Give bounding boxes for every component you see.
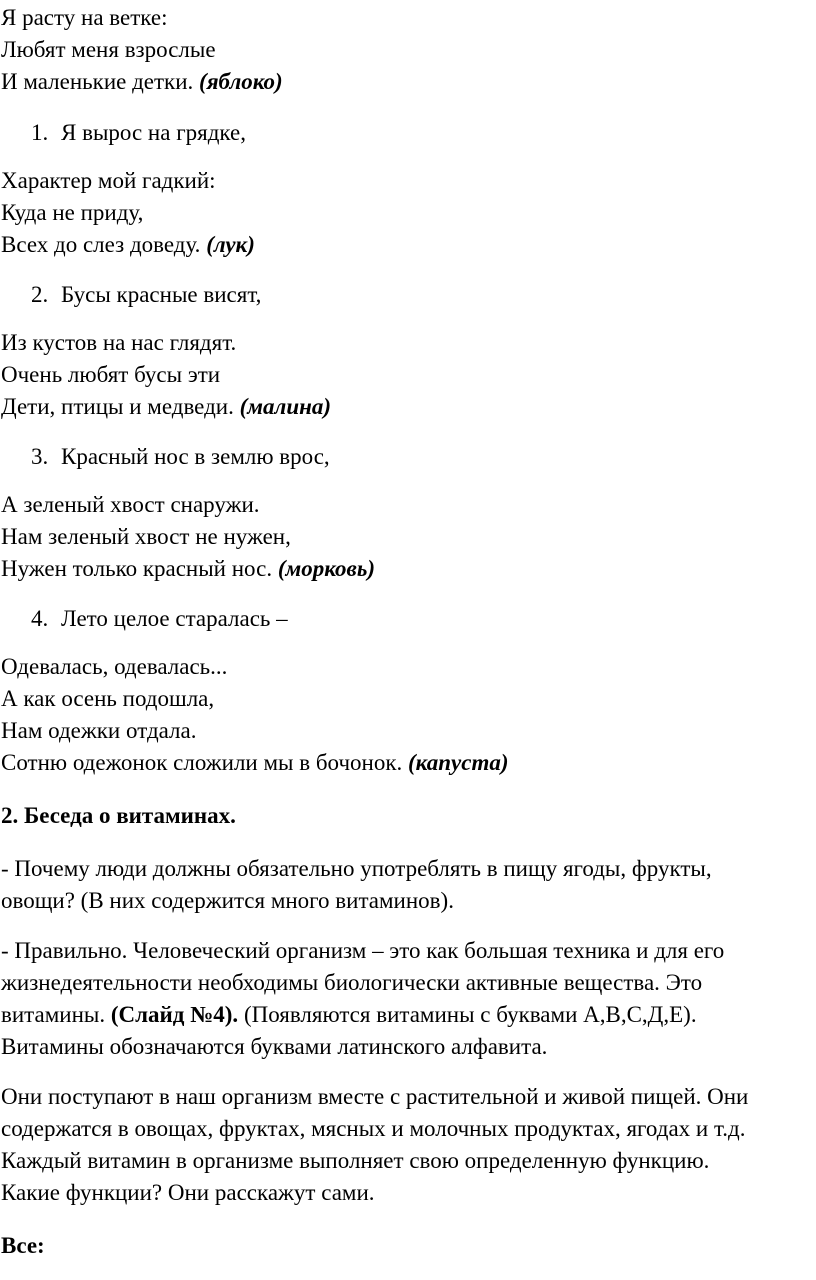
- riddle-answer: (малина): [239, 394, 332, 419]
- riddle-line: Любят меня взрослые: [1, 37, 216, 62]
- riddle-line: Нам зеленый хвост не нужен,: [1, 524, 291, 549]
- riddle-line: Куда не приду,: [1, 200, 144, 225]
- all-label: Все:: [1, 1233, 45, 1258]
- item-number: 1.: [31, 120, 49, 145]
- numbered-item: [31, 117, 246, 149]
- riddle-line: [1, 747, 509, 779]
- riddle-line: [1, 66, 283, 98]
- numbered-item: [31, 603, 288, 635]
- riddle-text: Дети, птицы и медведи.: [1, 394, 240, 419]
- item-number: 3.: [31, 444, 49, 469]
- riddle-line: [1, 229, 255, 261]
- paragraph-line: Каждый витамин в организме выполняет свою определенную функцию.: [1, 1148, 710, 1173]
- riddle-text: Нужен только красный нос.: [1, 556, 278, 581]
- paragraph-line: содержатся в овощах, фруктах, мясных и молочных продуктах, ягодах и т.д.: [1, 1116, 746, 1141]
- numbered-item: [31, 441, 330, 473]
- slide-reference: (Слайд №4).: [110, 1002, 239, 1027]
- riddle-text: Сотню одежонок сложили мы в бочонок.: [1, 750, 409, 775]
- item-text: Я вырос на грядке,: [61, 120, 246, 145]
- riddle-line: Я расту на ветке:: [1, 5, 168, 30]
- paragraph-line: Они поступают в наш организм вместе с растительной и живой пищей. Они: [1, 1084, 749, 1109]
- riddle-answer: (морковь): [277, 556, 375, 581]
- item-number: 4.: [31, 606, 49, 631]
- riddle-text: И маленькие детки.: [1, 69, 200, 94]
- riddle-answer: (капуста): [408, 750, 509, 775]
- riddle-answer: (лук): [206, 232, 255, 257]
- item-text: Бусы красные висят,: [61, 282, 262, 307]
- riddle-text: Всех до слез доведу.: [1, 232, 207, 257]
- numbered-item: [31, 279, 261, 311]
- paragraph-text: (Появляются витамины с буквами А,В,С,Д,Е).: [238, 1002, 697, 1027]
- paragraph-line: Какие функции? Они расскажут сами.: [1, 1180, 375, 1205]
- item-text: Лето целое старалась –: [61, 606, 288, 631]
- riddle-line: Нам одежки отдала.: [1, 718, 197, 743]
- riddle-line: Из кустов на нас глядят.: [1, 330, 237, 355]
- riddle-line: Очень любят бусы эти: [1, 362, 221, 387]
- riddle-answer: (яблоко): [199, 69, 283, 94]
- riddle-line: Одевалась, одевалась...: [1, 654, 228, 679]
- paragraph-line: жизнедеятельности необходимы биологически активные вещества. Это: [1, 970, 703, 995]
- paragraph-line: [1, 999, 697, 1031]
- paragraph-text: витамины.: [1, 1002, 111, 1027]
- paragraph-line: овощи? (В них содержится много витаминов).: [1, 888, 454, 913]
- paragraph-line: - Правильно. Человеческий организм – это как большая техника и для его: [1, 938, 725, 963]
- riddle-line: [1, 553, 375, 585]
- riddle-line: [1, 391, 331, 423]
- section-heading: 2. Беседа о витаминах.: [1, 803, 236, 828]
- item-text: Красный нос в землю врос,: [61, 444, 330, 469]
- item-number: 2.: [31, 282, 49, 307]
- paragraph-line: - Почему люди должны обязательно употреблять в пищу ягоды, фрукты,: [1, 856, 712, 881]
- paragraph-line: Витамины обозначаются буквами латинского алфавита.: [1, 1034, 548, 1059]
- riddle-line: А как осень подошла,: [1, 686, 215, 711]
- riddle-line: А зеленый хвост снаружи.: [1, 492, 260, 517]
- riddle-line: Характер мой гадкий:: [1, 168, 216, 193]
